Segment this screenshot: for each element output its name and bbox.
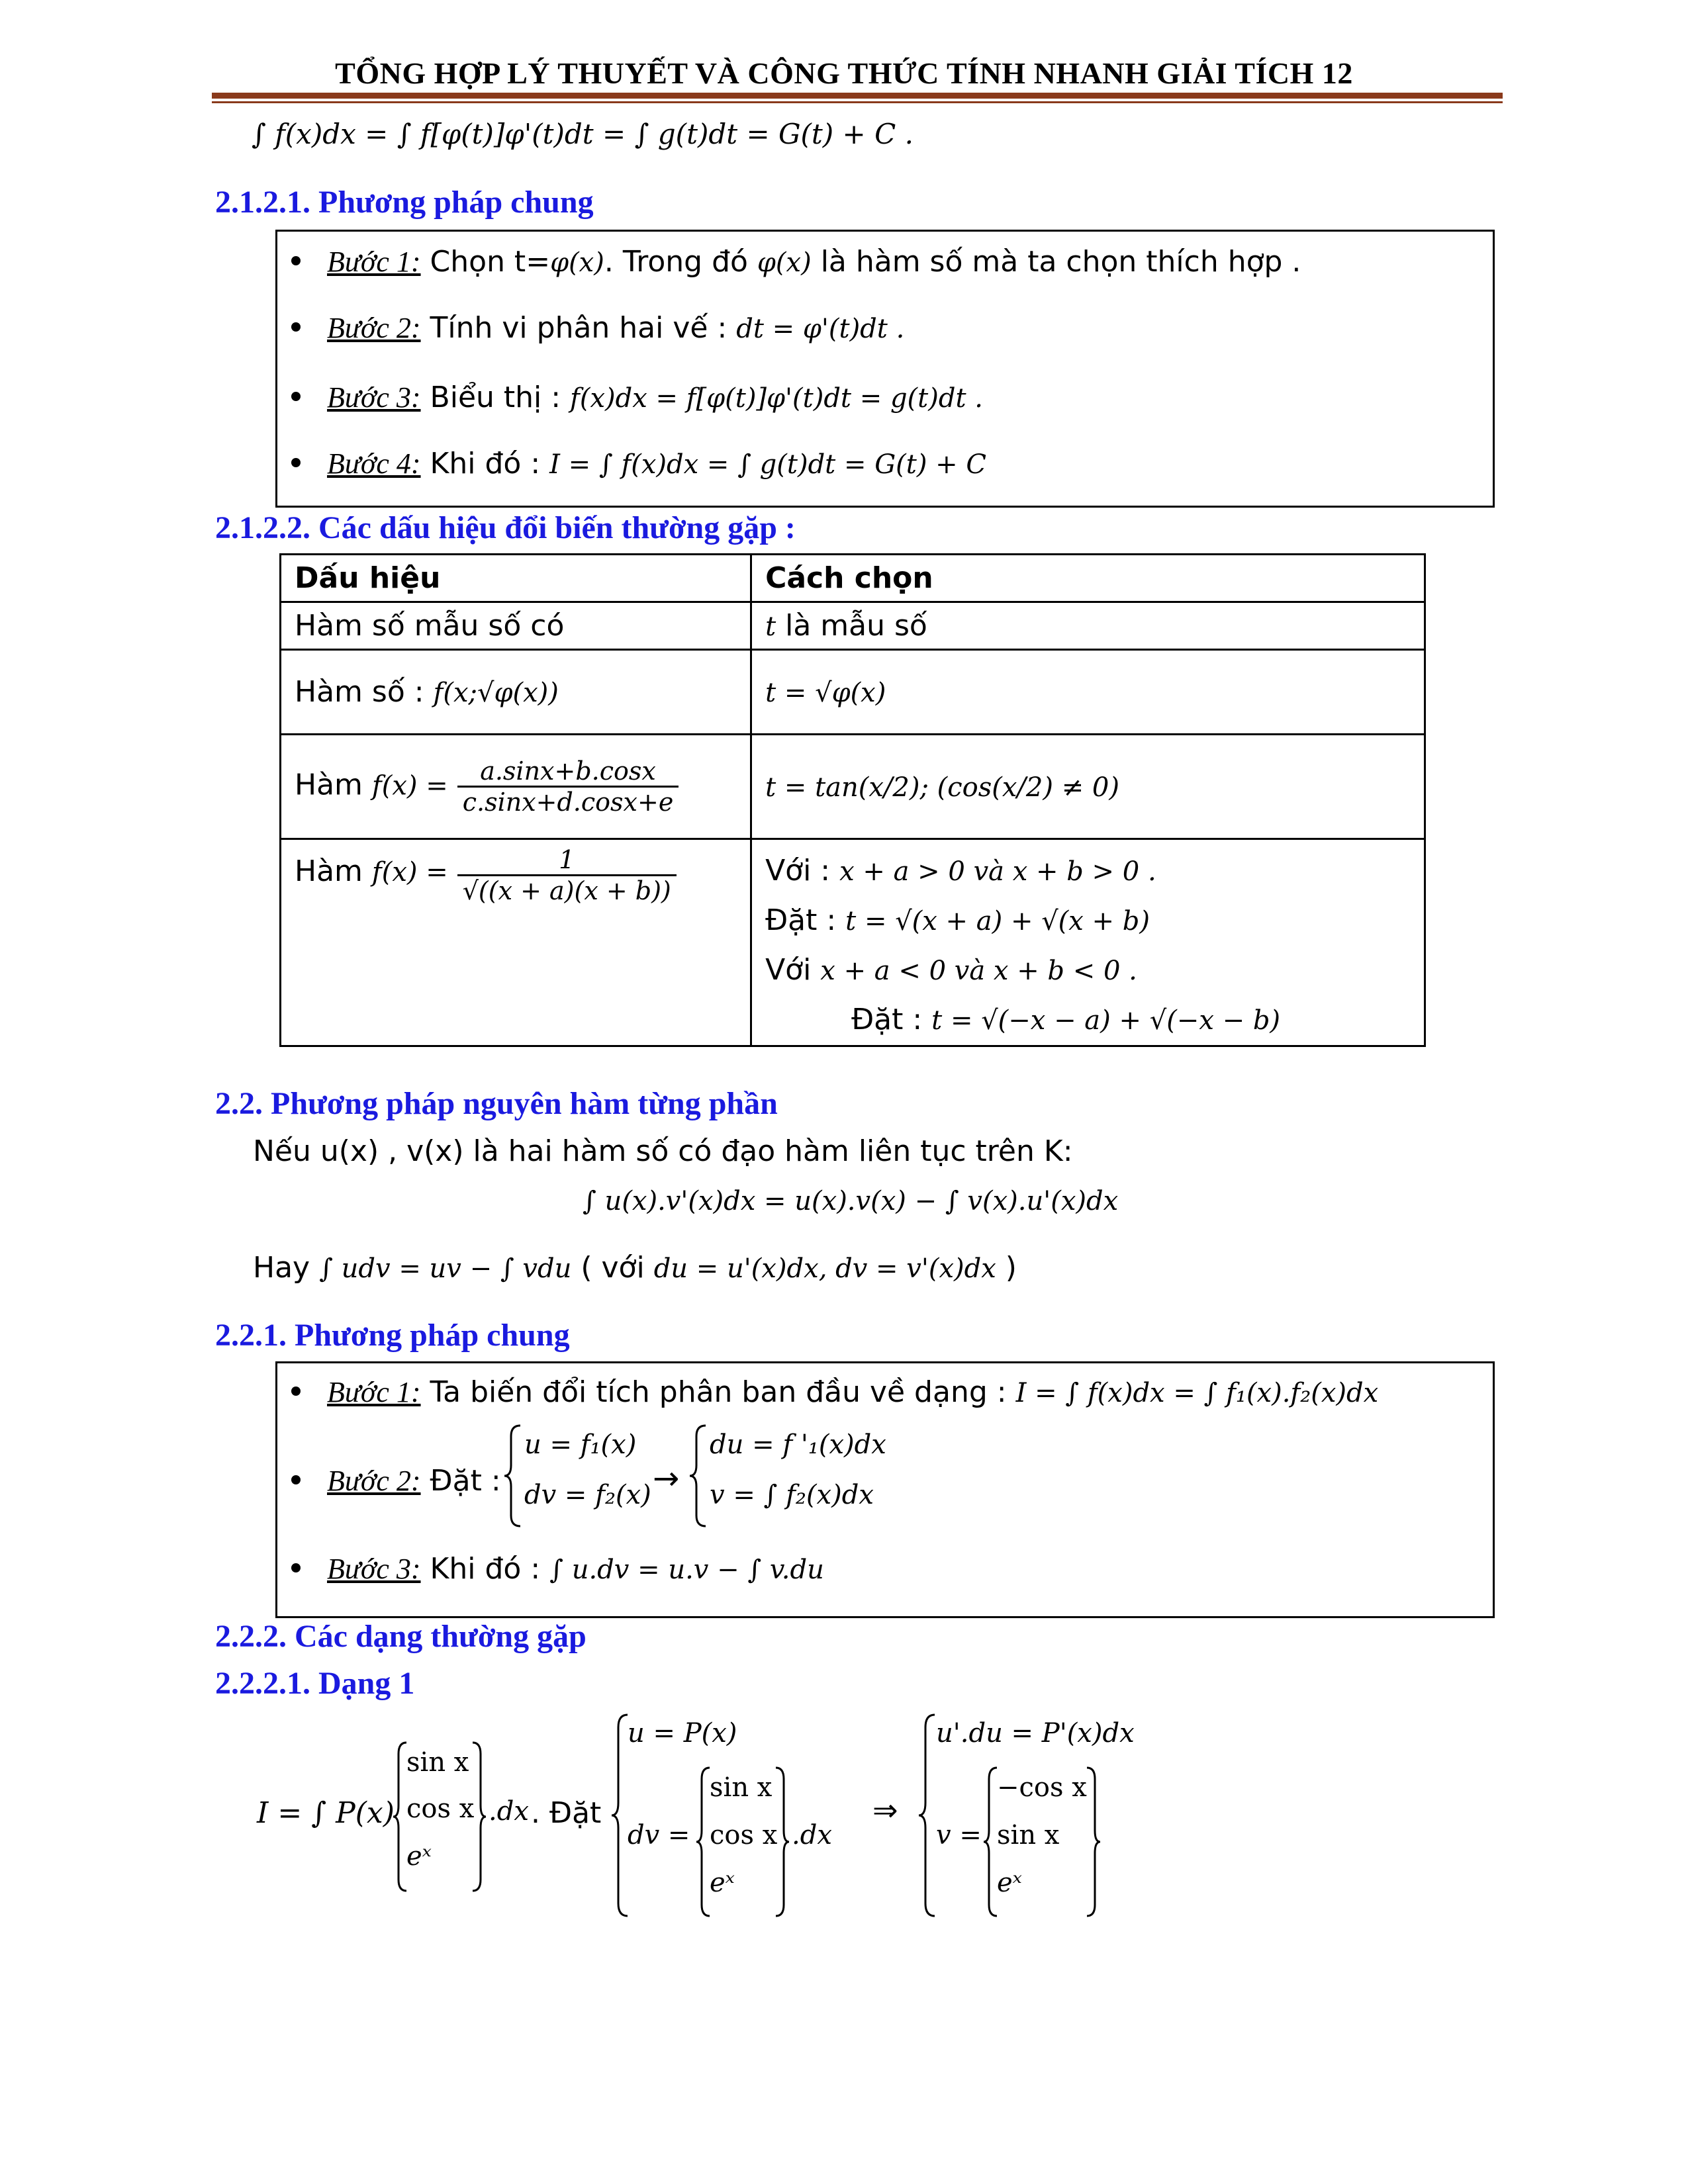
- dang1-u: u = P(x): [628, 1718, 737, 1749]
- opt-sin: sin x: [710, 1772, 773, 1803]
- heading-222: 2.2.2. Các dạng thường gặp: [215, 1619, 586, 1654]
- bullet: [291, 256, 301, 265]
- choice-cell: [751, 839, 1425, 1046]
- right-brace: [774, 1766, 790, 1921]
- sign-cell: Hàm f(x) = $\frac{a.\sin x+b.\cos x}{c.\sin x+d.\cos x+e}$: [281, 735, 751, 839]
- table-row: [281, 839, 1425, 1046]
- case-2-set: Đặt : t = √(−x − a) + √(−x − b): [851, 1003, 1281, 1036]
- substitution-signs-table: [279, 553, 1426, 1047]
- parts-formula: ∫ u(x).v'(x)dx = u(x).v(x) − ∫ v(x).u'(x)dx: [583, 1186, 1119, 1216]
- set-u: u = f₁(x): [524, 1430, 637, 1460]
- opt-exp: eˣ: [406, 1841, 432, 1872]
- opt-cos: cos x: [710, 1820, 778, 1850]
- dang1-v: v =: [936, 1820, 982, 1850]
- bullet: [291, 392, 301, 401]
- implies-arrow-icon: ⇒: [872, 1792, 898, 1828]
- case-2: Với x + a < 0 và x + b < 0 .: [765, 953, 1137, 987]
- step-221-1: Bước 1: Ta biến đổi tích phân ban đầu về dạng : I = ∫ f(x)dx = ∫ f₁(x).f₂(x)dx: [291, 1375, 1378, 1409]
- step-221-3: Bước 3: Khi đó : ∫ u.dv = u.v − ∫ v.du: [291, 1552, 824, 1586]
- bullet: [291, 1387, 301, 1396]
- header-rule-thick: [212, 93, 1503, 99]
- heading-2121: 2.1.2.1. Phương pháp chung: [215, 185, 594, 220]
- dang1-du: u'.du = P'(x)dx: [936, 1718, 1135, 1749]
- table-row: [281, 602, 1425, 650]
- left-brace: [695, 1766, 711, 1921]
- form1-dx: .dx: [489, 1796, 529, 1827]
- right-brace: [471, 1741, 487, 1896]
- set-du: du = f '₁(x)dx: [710, 1430, 886, 1460]
- sign-cell: Hàm f(x) = $\frac{1}{√((x + a)(x + b))}$: [281, 839, 751, 1046]
- parts-hay-line: Hay ∫ udv = uv − ∫ vdu ( với du = u'(x)dx, dv = v'(x)dx ): [253, 1251, 1017, 1285]
- left-brace: [503, 1423, 523, 1529]
- arrow-right-icon: →: [653, 1460, 680, 1497]
- parts-intro-text: Nếu u(x) , v(x) là hai hàm số có đạo hàm liên tục trên K:: [253, 1134, 1073, 1168]
- form1-integral: I = ∫ P(x): [257, 1796, 395, 1830]
- set-dv: dv = f₂(x): [524, 1480, 651, 1510]
- header-rule-thin: [212, 101, 1503, 103]
- case-1-set: Đặt : t = √(x + a) + √(x + b): [765, 903, 1150, 937]
- opt-exp: eˣ: [710, 1868, 735, 1898]
- sign-cell: Hàm số mẫu số có: [281, 602, 751, 650]
- vopt-exp: eˣ: [997, 1868, 1022, 1898]
- case-1: Với : x + a > 0 và x + b > 0 .: [765, 854, 1156, 887]
- heading-22: 2.2. Phương pháp nguyên hàm từng phần: [215, 1086, 778, 1121]
- table-header-row: [281, 555, 1425, 602]
- col-header-choice: Cách chọn: [751, 555, 1425, 602]
- step-2121-3: Bước 3: Biểu thị : f(x)dx = f[φ(t)]φ'(t)dt = g(t)dt .: [291, 381, 983, 414]
- vopt-sin: sin x: [997, 1820, 1060, 1850]
- right-brace: [1086, 1766, 1102, 1921]
- left-brace: [610, 1713, 629, 1921]
- table-row: [281, 735, 1425, 839]
- intro-formula: ∫ f(x)dx = ∫ f[φ(t)]φ'(t)dt = ∫ g(t)dt = G(t) + C .: [252, 118, 914, 150]
- vopt-neg-cos: −cos x: [997, 1772, 1087, 1803]
- left-brace: [982, 1766, 998, 1921]
- opt-sin: sin x: [406, 1747, 469, 1778]
- left-brace: [917, 1713, 936, 1921]
- fraction: $\frac{1}{√((x + a)(x + b))}$: [457, 845, 677, 905]
- dang1-dv: dv =: [628, 1820, 690, 1850]
- opt-cos: cos x: [406, 1794, 475, 1824]
- bullet: [291, 322, 301, 332]
- form1-dat: . Đặt: [531, 1796, 602, 1830]
- bullet: [291, 458, 301, 467]
- step-221-2: Bước 2: Đặt :: [291, 1464, 501, 1498]
- left-brace: [688, 1423, 708, 1529]
- heading-2122: 2.1.2.2. Các dấu hiệu đổi biến thường gặp :: [215, 510, 796, 545]
- col-header-sign: Dấu hiệu: [281, 555, 751, 602]
- left-brace: [392, 1741, 408, 1896]
- sign-cell: Hàm số : f(x;√φ(x)): [281, 650, 751, 735]
- choice-cell: t = √φ(x): [751, 650, 1425, 735]
- bullet: [291, 1475, 301, 1484]
- step-2121-2: Bước 2: Tính vi phân hai vế : dt = φ'(t)dt .: [291, 311, 904, 345]
- page-header-title: TỔNG HỢP LÝ THUYẾT VÀ CÔNG THỨC TÍNH NHANH GIẢI TÍCH 12: [335, 56, 1353, 90]
- table-row: [281, 650, 1425, 735]
- choice-cell: t = tan(x/2); (cos(x/2) ≠ 0): [751, 735, 1425, 839]
- heading-221: 2.2.1. Phương pháp chung: [215, 1318, 570, 1353]
- bullet: [291, 1563, 301, 1572]
- choice-cell: t là mẫu số: [751, 602, 1425, 650]
- fraction: $\frac{a.\sin x+b.\cos x}{c.\sin x+d.\cos x+e}$: [457, 756, 679, 817]
- step-2121-1: Bước 1: Chọn t=φ(x). Trong đó φ(x) là hàm số mà ta chọn thích hợp .: [291, 245, 1301, 279]
- step-2121-4: Bước 4: Khi đó : I = ∫ f(x)dx = ∫ g(t)dt = G(t) + C: [291, 447, 986, 480]
- set-v: v = ∫ f₂(x)dx: [710, 1480, 874, 1510]
- dang1-dx: .dx: [792, 1820, 832, 1850]
- heading-2221: 2.2.2.1. Dạng 1: [215, 1666, 415, 1701]
